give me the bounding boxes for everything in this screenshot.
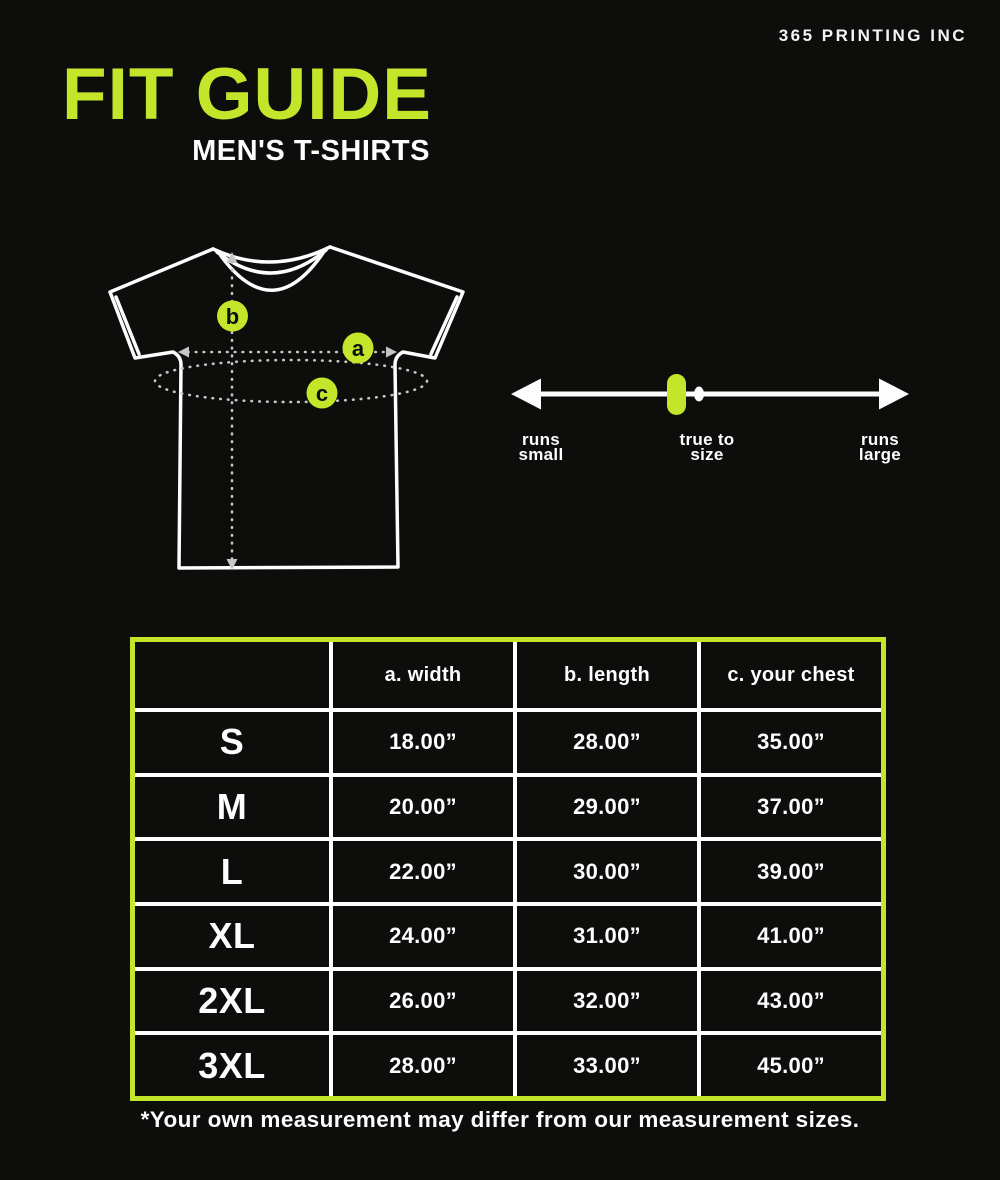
- brand-name: 365 PRINTING INC: [778, 26, 967, 45]
- scale-center-dot: [694, 387, 704, 402]
- size-cell: S: [135, 712, 329, 773]
- size-cell: XL: [135, 906, 329, 967]
- chest-cell: 37.00”: [701, 777, 881, 838]
- width-cell: 22.00”: [333, 841, 513, 902]
- tshirt-diagram-svg: [95, 238, 475, 583]
- arrow-right-icon: [386, 347, 397, 358]
- page-title: FIT GUIDE: [62, 54, 432, 135]
- width-cell: 20.00”: [333, 777, 513, 838]
- width-cell: 24.00”: [333, 906, 513, 967]
- table-header-chest: c. your chest: [701, 642, 881, 708]
- size-table: [130, 637, 886, 1101]
- length-cell: 29.00”: [517, 777, 697, 838]
- scale-label-runs-small: [519, 432, 564, 462]
- marker-a-label: a: [351, 336, 365, 361]
- tshirt-measurement-diagram: [95, 238, 475, 583]
- marker-b-label: b: [225, 304, 240, 329]
- fit-scale-svg: [505, 362, 915, 432]
- marker-a: [343, 333, 374, 364]
- measurement-disclaimer: *Your own measurement may differ from our measurement sizes.: [140, 1107, 860, 1132]
- length-cell: 33.00”: [517, 1035, 697, 1096]
- scale-label-line: true to: [679, 430, 735, 449]
- marker-b: [217, 301, 248, 332]
- measurement-guides: [155, 262, 427, 560]
- scale-label-line: large: [858, 445, 902, 464]
- page-subtitle: MEN'S T-SHIRTS: [192, 135, 430, 167]
- scale-label-true-to-size: [680, 432, 735, 462]
- length-cell: 31.00”: [517, 906, 697, 967]
- title-block: [62, 54, 432, 168]
- table-header-width: a. width: [333, 642, 513, 708]
- size-cell: L: [135, 841, 329, 902]
- width-cell: 26.00”: [333, 971, 513, 1032]
- scale-arrow-right-icon: [879, 379, 909, 410]
- table-header-size: [135, 642, 329, 708]
- fit-indicator-pill: [667, 374, 686, 415]
- length-cell: 30.00”: [517, 841, 697, 902]
- chest-cell: 43.00”: [701, 971, 881, 1032]
- size-cell: 3XL: [135, 1035, 329, 1096]
- scale-label-line: size: [690, 445, 724, 464]
- tshirt-outline: [110, 247, 463, 568]
- chest-cell: 39.00”: [701, 841, 881, 902]
- size-cell: 2XL: [135, 971, 329, 1032]
- scale-label-line: runs: [860, 430, 900, 449]
- length-cell: 28.00”: [517, 712, 697, 773]
- scale-label-line: runs: [521, 430, 561, 449]
- scale-arrow-left-icon: [511, 379, 541, 410]
- marker-c: [307, 378, 338, 409]
- chest-measure-ellipse: [155, 360, 427, 402]
- size-cell: M: [135, 777, 329, 838]
- scale-label-line: small: [518, 445, 564, 464]
- width-cell: 28.00”: [333, 1035, 513, 1096]
- marker-c-label: c: [315, 381, 329, 406]
- length-cell: 32.00”: [517, 971, 697, 1032]
- chest-cell: 41.00”: [701, 906, 881, 967]
- scale-label-runs-large: [859, 432, 901, 462]
- chest-cell: 45.00”: [701, 1035, 881, 1096]
- table-header-length: b. length: [517, 642, 697, 708]
- fit-scale: [505, 362, 915, 477]
- width-cell: 18.00”: [333, 712, 513, 773]
- measure-arrowheads: [178, 252, 397, 570]
- chest-cell: 35.00”: [701, 712, 881, 773]
